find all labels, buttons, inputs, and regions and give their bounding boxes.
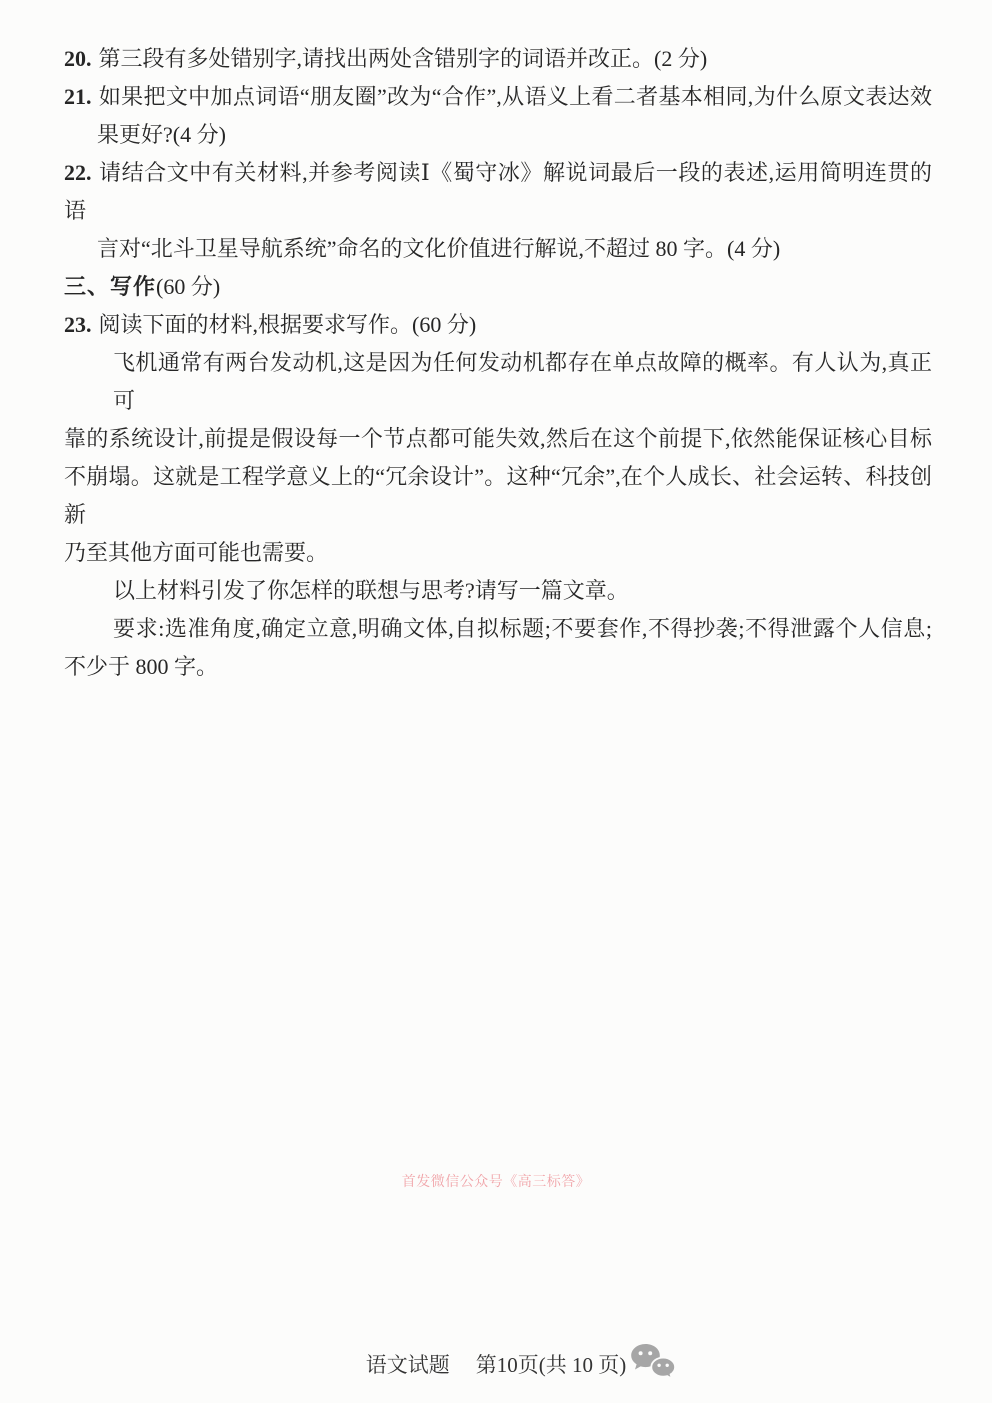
- question-21-line-2: [64, 116, 932, 154]
- question-23-text: 阅读下面的材料,根据要求写作。(60 分): [98, 312, 477, 337]
- section-heading-writing: [64, 268, 932, 306]
- question-21-text-2: 果更好?(4 分): [97, 122, 226, 147]
- question-22-number: 22.: [64, 160, 92, 185]
- essay-requirements-text-1: 要求:选准角度,确定立意,明确文体,自拟标题;不要套作,不得抄袭;不得泄露个人信息;: [113, 616, 932, 641]
- footer-page-number: 第10页(共 10 页): [475, 1353, 627, 1377]
- essay-material-text-4: 乃至其他方面可能也需要。: [64, 540, 329, 565]
- essay-material-line-1: [64, 344, 932, 420]
- exam-content: [64, 40, 932, 686]
- essay-material-text-1: 飞机通常有两台发动机,这是因为任何发动机都存在单点故障的概率。有人认为,真正可: [113, 350, 932, 413]
- essay-requirements-line-1: [64, 610, 932, 648]
- question-22-text-1: 请结合文中有关材料,并参考阅读Ⅰ《蜀守冰》解说词最后一段的表述,运用简明连贯的语: [64, 160, 932, 223]
- question-23-number: 23.: [64, 312, 92, 337]
- section-heading-title: 三、写作: [64, 274, 157, 299]
- essay-requirements-text-2: 不少于 800 字。: [64, 654, 219, 679]
- essay-material-text-2: 靠的系统设计,前提是假设每一个节点都可能失效,然后在这个前提下,依然能保证核心目标: [64, 426, 932, 451]
- page-footer: [0, 1349, 992, 1379]
- question-22-line-2: [64, 230, 932, 268]
- question-20-text: 第三段有多处错别字,请找出两处含错别字的词语并改正。(2 分): [98, 46, 708, 71]
- question-23: [64, 306, 932, 344]
- question-21-number: 21.: [64, 84, 92, 109]
- question-22-line-1: [64, 154, 932, 230]
- essay-material-line-3: [64, 458, 932, 534]
- footer-subject: 语文试题: [365, 1353, 450, 1377]
- question-22-text-2: 言对“北斗卫星导航系统”命名的文化价值进行解说,不超过 80 字。(4 分): [97, 236, 781, 261]
- essay-prompt-text: 以上材料引发了你怎样的联想与思考?请写一篇文章。: [113, 578, 629, 603]
- essay-material-line-4: [64, 534, 932, 572]
- question-21-line-1: [64, 78, 932, 116]
- essay-requirements-line-2: [64, 648, 932, 686]
- question-20-number: 20.: [64, 46, 92, 71]
- essay-prompt: [64, 572, 932, 610]
- question-21-text-1: 如果把文中加点词语“朋友圈”改为“合作”,从语义上看二者基本相同,为什么原文表达效: [98, 84, 932, 109]
- question-20: [64, 40, 932, 78]
- wechat-icon: [630, 1343, 678, 1383]
- essay-material-line-2: [64, 420, 932, 458]
- essay-material-text-3: 不崩塌。这就是工程学意义上的“冗余设计”。这种“冗余”,在个人成长、社会运转、科技创新: [64, 464, 932, 527]
- watermark-wechat-account: 首发微信公众号《高三标答》: [401, 1175, 591, 1190]
- section-heading-score: (60 分): [156, 274, 221, 299]
